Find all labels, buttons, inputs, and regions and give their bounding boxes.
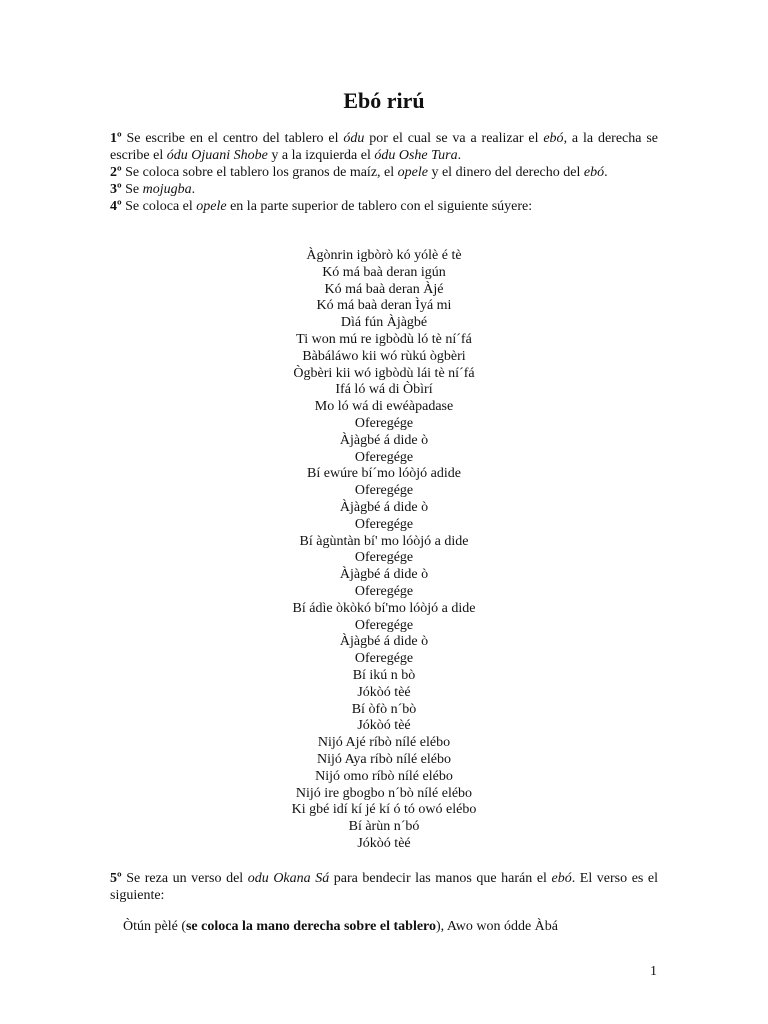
verse-line: Oferegége [354, 415, 414, 431]
step-text-italic: opele [397, 165, 428, 180]
verse-line: Bí àgùntàn bí' mo lóòjó a dide [299, 533, 469, 549]
verse-line: Oferegége [354, 583, 414, 599]
step-text: . El verso es el siguiente: [110, 871, 659, 903]
step-text: . [457, 148, 462, 163]
step-text-italic: opele [196, 199, 227, 214]
verse-line: Ifá ló wá di Òbìrí [335, 382, 433, 398]
verse-line: Àgònrin igbòrò kó yólè é tè [306, 248, 462, 263]
step-text: y a la izquierda el [267, 148, 375, 163]
verse-line: Kó má baà deran igún [322, 264, 446, 280]
step-number: 2º [110, 165, 122, 180]
verse-line: Ti won mú re igbòdù ló tè ní´fá [296, 331, 472, 347]
verse-line: Mo ló wá di ewéàpadase [314, 399, 454, 415]
step-text: por el cual se va a realizar el [364, 131, 544, 146]
verse-line: Bí ádìe òkòkó bí'mo lóòjó a dide [292, 600, 476, 616]
step-3 [110, 181, 658, 198]
step-text: . [604, 165, 608, 180]
page-number: 1 [650, 964, 657, 979]
final-line-bold: se coloca la mano derecha sobre el tablero [185, 919, 437, 934]
step-4 [110, 198, 658, 215]
step-text: . [191, 182, 196, 197]
step-text: en la parte superior de tablero con el siguiente súyere: [226, 199, 533, 214]
final-line-text: ), Awo won ódde Àbá [436, 919, 558, 934]
verse-line: Nijó Ajé ríbò nílé elébo [317, 735, 451, 751]
page-title: Ebó rirú [343, 88, 425, 113]
step-text-italic: ódu [343, 131, 365, 146]
verse-line: Jókòó tèé [357, 718, 411, 734]
verse-line: Oferegége [354, 617, 414, 633]
verse-line: Oferegége [354, 516, 414, 532]
verse-line: Jókòó tèé [357, 684, 411, 700]
step-number: 4º [110, 199, 122, 214]
step-text: Se [121, 182, 143, 197]
step-text-italic: ódu Oshe Tura [374, 148, 458, 163]
verse-line: Nijó ire gbogbo n´bò nílé elébo [295, 785, 473, 801]
intro-steps [110, 130, 658, 215]
step-number: 5º [110, 871, 122, 886]
verse-line: Bí àrùn n´bó [348, 819, 420, 835]
verse-line: Oferegége [354, 483, 414, 499]
step-text-italic: ebó [551, 871, 572, 886]
verse-line: Àjàgbé á dide ò [339, 432, 429, 448]
verse-line: Bàbáláwo kii wó rùkú ògbèri [302, 348, 466, 364]
step-text: y el dinero del derecho del [427, 165, 584, 180]
step-5 [110, 870, 658, 904]
verse-line: Nijó omo ríbò nílé elébo [315, 768, 453, 784]
verse-line: Oferegége [354, 449, 414, 465]
verse-line: Bí ikú n bò [352, 667, 416, 683]
step-1 [110, 130, 658, 164]
step-text-italic: odu Okana Sá [247, 871, 330, 886]
verse-line: Ki gbé idí kí jé kí ó tó owó elébo [291, 802, 477, 818]
step-text: Se escribe en el centro del tablero el [121, 131, 344, 146]
otun-pele-line [123, 918, 558, 935]
suyere-verse [0, 248, 768, 853]
step-number: 1º [110, 131, 122, 146]
verse-line: Jókòó tèé [357, 835, 411, 851]
step-text: Se reza un verso del [121, 871, 248, 886]
step-2 [110, 164, 658, 181]
step-text-italic: ebó [543, 131, 564, 146]
step-text-italic: mojugba [142, 182, 192, 197]
verse-line: Àjàgbé á dide ò [339, 567, 429, 583]
final-line-text: Òtún pèlé ( [123, 919, 186, 934]
step-text-italic: ebó [583, 165, 605, 180]
step-text: Se coloca sobre el tablero los granos de maíz, el [121, 165, 398, 180]
step-5-block [110, 870, 658, 904]
verse-line: Oferegége [354, 550, 414, 566]
step-text-italic: ódu Ojuani Shobe [166, 148, 268, 163]
verse-line: Oferegége [354, 651, 414, 667]
verse-line: Kó má baà deran Àjé [324, 281, 444, 297]
verse-line: Dìá fún Àjàgbé [340, 315, 428, 331]
step-number: 3º [110, 182, 122, 197]
step-text: para bendecir las manos que harán el [329, 871, 552, 886]
verse-line: Ògbèri kii wó igbòdù lái tè ní´fá [293, 365, 475, 381]
verse-line: Kó má baà deran Ìyá mi [316, 298, 452, 314]
verse-line: Nijó Aya ríbò nílé elébo [316, 751, 452, 767]
step-text: Se coloca el [121, 199, 197, 214]
verse-line: Àjàgbé á dide ò [339, 634, 429, 650]
verse-line: Àjàgbé á dide ò [339, 499, 429, 515]
verse-line: Bí ewúre bí´mo lóòjó adide [307, 466, 461, 482]
verse-line: Bí òfò n´bò [351, 701, 417, 717]
step-text: , a la derecha se escribe el [110, 131, 658, 163]
